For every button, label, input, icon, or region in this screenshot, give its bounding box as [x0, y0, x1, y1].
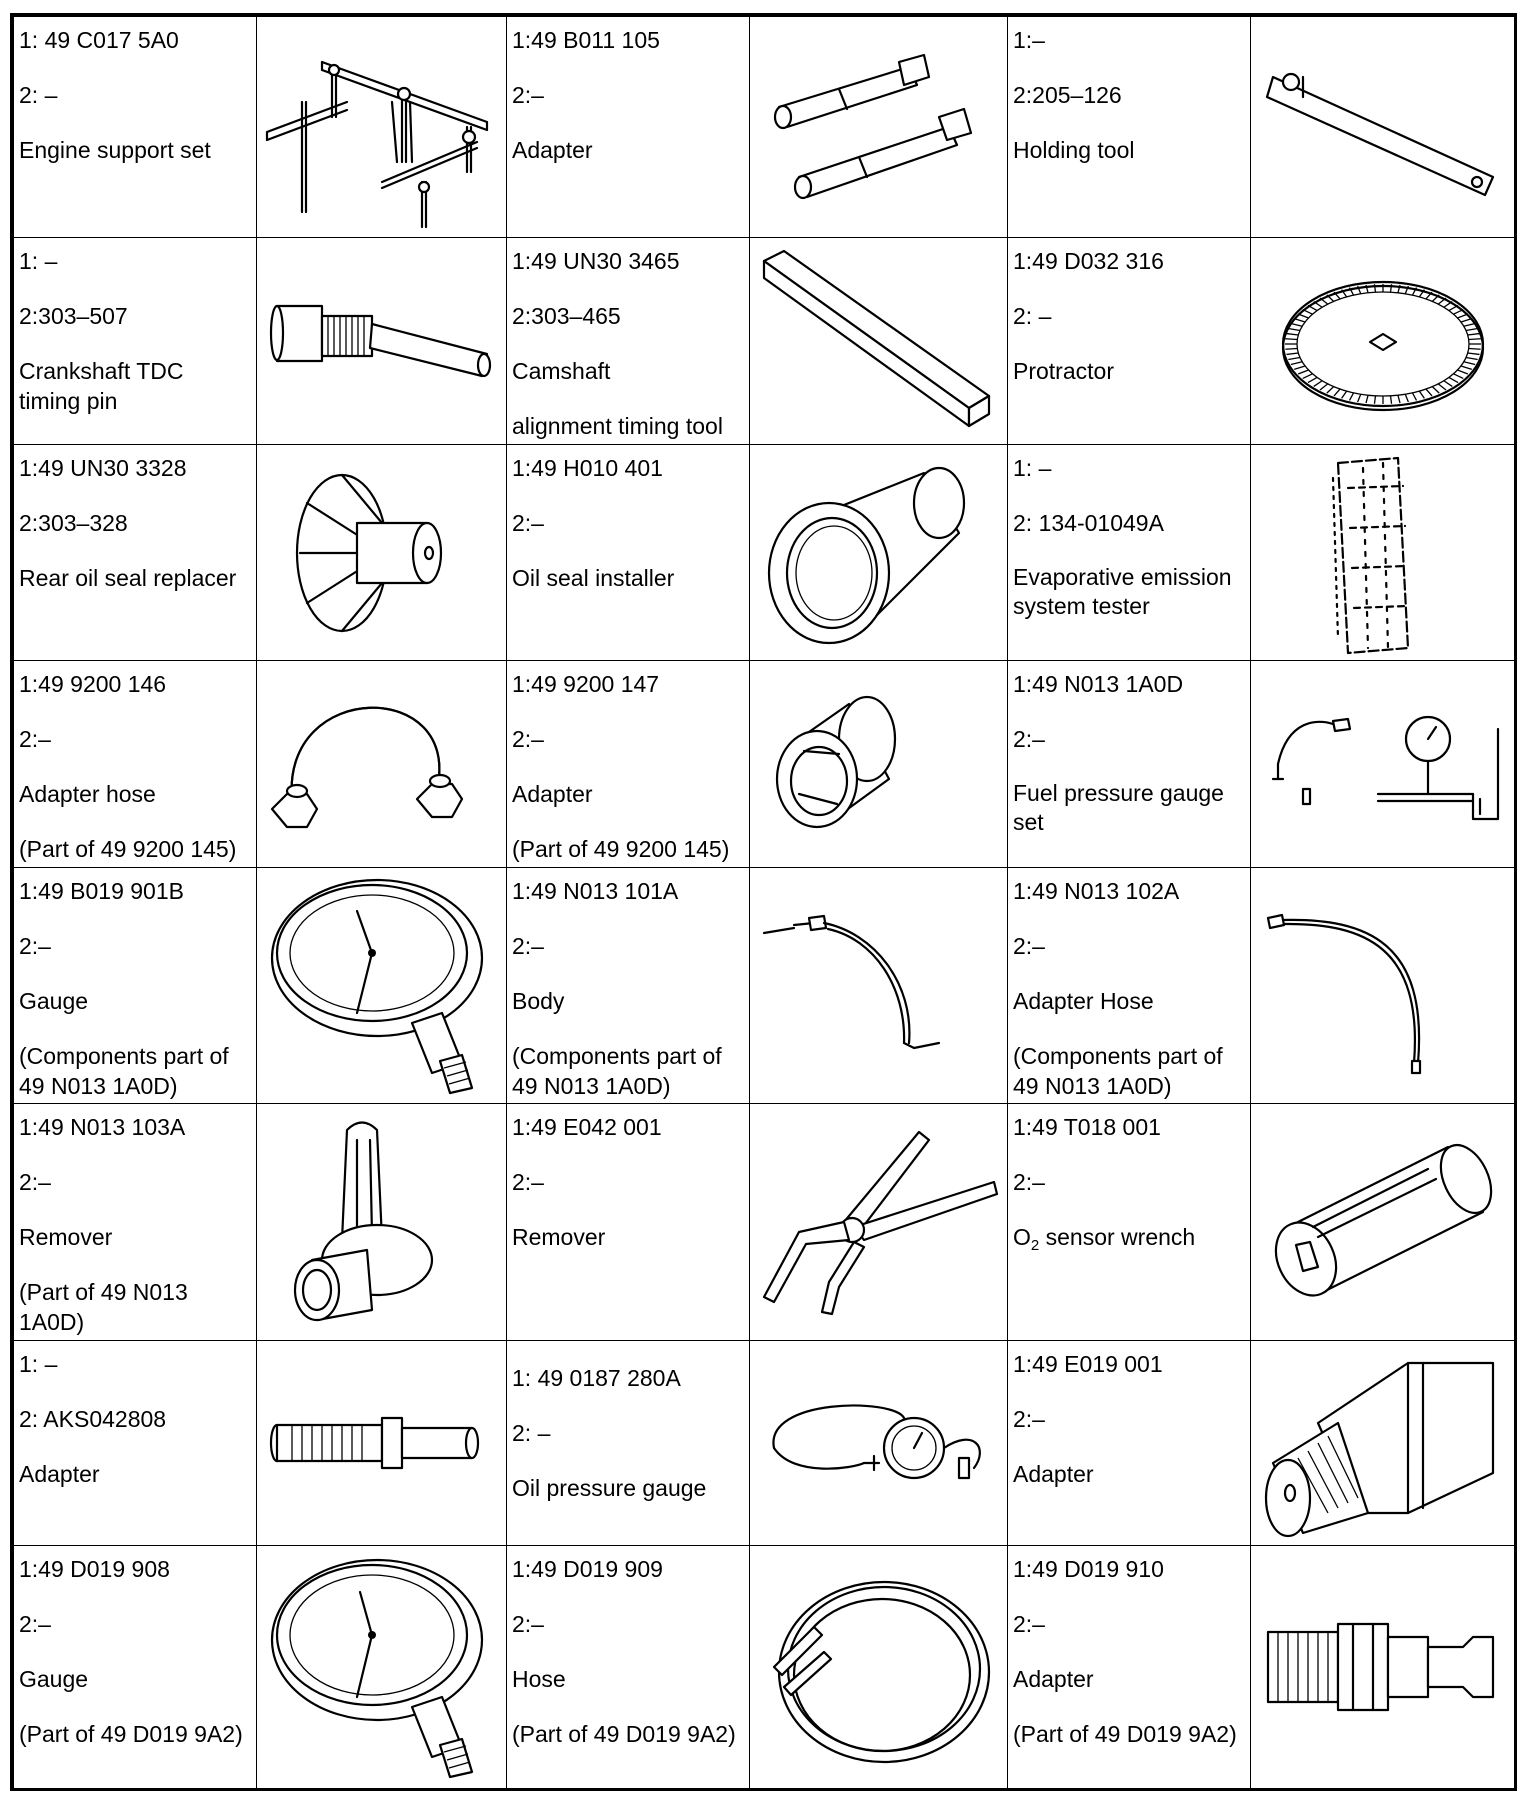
tool-name: Rear oil seal replacer [19, 565, 237, 591]
tool-number-2: 2:– [512, 1611, 544, 1637]
table-row [14, 445, 1515, 661]
tool-illustration-cell [257, 1104, 507, 1341]
tool-note: (Part of 49 N013 1A0D) [19, 1279, 188, 1335]
tool-illustration-cell [1251, 1104, 1515, 1341]
tool-number-2: 2:– [512, 1169, 544, 1195]
tool-illustration-cell [750, 661, 1008, 868]
tool-illustration-cell [257, 868, 507, 1104]
tool-number-1: 1:49 UN30 3465 [512, 248, 680, 274]
oil-pressure-gauge-illustration [754, 1368, 1004, 1518]
tool-number-1: 1:49 T018 001 [1013, 1114, 1161, 1140]
tool-illustration-cell [1251, 445, 1515, 661]
tool-cell [507, 17, 750, 238]
tool-illustration-cell [750, 17, 1008, 238]
alignment-bar-illustration [754, 246, 1004, 436]
tool-cell [14, 17, 257, 238]
holding-tool-illustration [1263, 27, 1503, 227]
tool-note: (Part of 49 9200 145) [512, 836, 730, 862]
tool-number-1: 1:49 D019 910 [1013, 1556, 1164, 1582]
tool-name: Oil pressure gauge [512, 1475, 707, 1501]
adapter-hose-illustration [262, 669, 502, 859]
seal-replacer-illustration [262, 463, 502, 643]
tool-cell [507, 1104, 750, 1341]
table-row [14, 238, 1515, 445]
special-tools-sheet [10, 13, 1517, 1791]
tool-illustration-cell [257, 661, 507, 868]
tool-name: Fuel pressure gauge set [1013, 780, 1224, 835]
pliers-illustration [754, 1122, 1004, 1322]
tool-cell [1008, 238, 1251, 445]
tool-illustration-cell [1251, 17, 1515, 238]
evap-tester-illustration [1308, 448, 1458, 658]
tool-illustration-cell [1251, 868, 1515, 1104]
tool-number-2: 2:– [19, 933, 51, 959]
remover-illustration [282, 1110, 482, 1335]
tool-number-1: 1:49 H010 401 [512, 455, 663, 481]
tool-number-2: 2: – [19, 82, 58, 108]
tool-note: (Components part of 49 N013 1A0D) [512, 1043, 722, 1099]
tool-cell [1008, 17, 1251, 238]
tool-name: Protractor [1013, 358, 1114, 384]
tool-illustration-cell [1251, 1546, 1515, 1789]
protractor-tick [1285, 339, 1297, 340]
tool-name: Adapter [512, 137, 593, 163]
tool-name: Oil seal installer [512, 565, 675, 591]
tool-illustration-cell [750, 868, 1008, 1104]
tool-number-1: 1:49 E042 001 [512, 1114, 662, 1140]
aks-adapter-illustration [262, 1383, 502, 1503]
adapter-pins-illustration [759, 37, 999, 217]
tool-number-2: 2:303–507 [19, 303, 128, 329]
tool-number-2: 2:– [1013, 726, 1045, 752]
oil-seal-installer-illustration [754, 453, 1004, 653]
tool-cell [1008, 1546, 1251, 1789]
tool-number-2: 2:– [19, 1611, 51, 1637]
tool-number-2: 2:– [19, 1169, 51, 1195]
tool-number-1: 1: – [19, 1351, 58, 1377]
tool-name: Adapter hose [19, 781, 156, 807]
tool-cell [14, 868, 257, 1104]
tool-note: (Components part of 49 N013 1A0D) [1013, 1043, 1223, 1099]
tool-illustration-cell [1251, 238, 1515, 445]
tool-number-2: 2: – [512, 1420, 551, 1446]
tool-name-subscript: 2 [1030, 1237, 1040, 1254]
timing-pin-illustration [262, 266, 502, 416]
tool-illustration-cell [257, 238, 507, 445]
tool-name: Gauge [19, 988, 89, 1014]
adapter-hose-2-illustration [1258, 873, 1508, 1098]
protractor-tick [1468, 339, 1480, 340]
tool-illustration-cell [257, 17, 507, 238]
tool-cell [1008, 445, 1251, 661]
tool-number-1: 1: 49 0187 280A [512, 1365, 681, 1391]
tool-name: Adapter Hose [1013, 988, 1154, 1014]
tool-illustration-cell [750, 238, 1008, 445]
table-row [14, 868, 1515, 1104]
hose-coil-illustration [754, 1557, 1004, 1777]
tool-number-2: 2:– [1013, 1406, 1045, 1432]
engine-support-set-illustration [262, 22, 502, 232]
tool-name: Adapter [1013, 1461, 1094, 1487]
tool-cell [1008, 661, 1251, 868]
tool-number-2: 2:– [512, 726, 544, 752]
tool-number-2: 2:– [19, 726, 51, 752]
tool-number-1: 1:49 E019 001 [1013, 1351, 1163, 1377]
gauge-2-illustration [262, 1552, 502, 1782]
tool-name: Gauge [19, 1666, 89, 1692]
tool-cell [507, 1341, 750, 1546]
tool-number-1: 1: – [1013, 455, 1052, 481]
tool-cell [507, 661, 750, 868]
tool-cell [507, 445, 750, 661]
tool-name: Body [512, 988, 565, 1014]
tool-cell [14, 1546, 257, 1789]
tool-name: Hose [512, 1666, 566, 1692]
tool-illustration-cell [257, 1546, 507, 1789]
tool-number-2: 2:205–126 [1013, 82, 1122, 108]
tool-name: Crankshaft TDC timing pin [19, 358, 184, 414]
table-row [14, 1341, 1515, 1546]
tool-cell [14, 1104, 257, 1341]
tool-number-1: 1:49 9200 147 [512, 671, 660, 697]
tool-number-2: 2:303–465 [512, 303, 621, 329]
tool-cell [14, 661, 257, 868]
tool-name: Holding tool [1013, 137, 1135, 163]
tool-note: (Part of 49 D019 9A2) [1013, 1721, 1237, 1747]
fuel-pressure-gauge-set-illustration [1258, 679, 1508, 849]
tool-number-2: 2:– [1013, 1169, 1045, 1195]
tool-note: alignment timing tool [512, 413, 723, 439]
tool-number-1: 1:49 B019 901B [19, 878, 184, 904]
tool-illustration-cell [750, 445, 1008, 661]
quick-coupler-adapter-illustration [1258, 1602, 1508, 1732]
table-row [14, 661, 1515, 868]
tool-name-suffix: sensor wrench [1039, 1224, 1196, 1250]
tool-illustration-cell [257, 445, 507, 661]
gauge-illustration [262, 873, 502, 1098]
table-row [14, 17, 1515, 238]
tool-name-prefix: O [1013, 1224, 1031, 1250]
tool-illustration-cell [750, 1546, 1008, 1789]
tool-number-2: 2:– [512, 82, 544, 108]
tool-name: Adapter [512, 781, 593, 807]
tool-number-2: 2: – [1013, 303, 1052, 329]
tool-cell [14, 1341, 257, 1546]
tool-name: Adapter [19, 1461, 100, 1487]
tool-cell [1008, 868, 1251, 1104]
tool-cell [507, 238, 750, 445]
body-hose-illustration [754, 873, 1004, 1098]
tool-cell [14, 445, 257, 661]
tool-illustration-cell [1251, 661, 1515, 868]
tool-number-2: 2: AKS042808 [19, 1406, 167, 1432]
protractor-illustration [1258, 256, 1508, 426]
tool-number-1: 1:49 UN30 3328 [19, 455, 187, 481]
protractor-tick [1285, 349, 1297, 350]
tool-name: Remover [512, 1224, 606, 1250]
tool-note: (Part of 49 9200 145) [19, 836, 237, 862]
tool-note: (Components part of 49 N013 1A0D) [19, 1043, 229, 1099]
tool-number-1: 1:49 D019 908 [19, 1556, 170, 1582]
protractor-tick [1468, 349, 1480, 350]
tool-cell [1008, 1104, 1251, 1341]
tool-illustration-cell [1251, 1341, 1515, 1546]
tool-number-2: 2:– [512, 510, 544, 536]
tool-illustration-cell [257, 1341, 507, 1546]
tool-number-2: 2:– [1013, 933, 1045, 959]
tool-number-1: 1:49 N013 103A [19, 1114, 186, 1140]
tool-name: Engine support set [19, 137, 211, 163]
tool-cell [1008, 1341, 1251, 1546]
table-row [14, 1546, 1515, 1789]
special-tools-table [13, 16, 1515, 1789]
tool-note: (Part of 49 D019 9A2) [512, 1721, 736, 1747]
tool-number-1: 1:49 B011 105 [512, 27, 660, 53]
tool-name: Evaporative emission system tester [1013, 564, 1232, 619]
tool-cell [14, 238, 257, 445]
tool-number-1: 1:49 D019 909 [512, 1556, 663, 1582]
tool-number-1: 1:49 9200 146 [19, 671, 167, 697]
tool-cell [507, 868, 750, 1104]
tool-illustration-cell [750, 1104, 1008, 1341]
e019-adapter-illustration [1258, 1343, 1508, 1543]
tool-note: (Part of 49 D019 9A2) [19, 1721, 243, 1747]
tool-number-1: 1: 49 C017 5A0 [19, 27, 179, 53]
tool-number-1: 1:49 N013 101A [512, 878, 679, 904]
tool-number-1: 1:49 D032 316 [1013, 248, 1164, 274]
tool-number-1: 1:49 N013 1A0D [1013, 671, 1184, 697]
tool-name: Camshaft [512, 358, 611, 384]
tool-number-2: 2:– [512, 933, 544, 959]
tool-name: Remover [19, 1224, 113, 1250]
tool-name [1013, 1222, 1245, 1252]
table-row [14, 1104, 1515, 1341]
tool-illustration-cell [750, 1341, 1008, 1546]
tool-number-2: 2:303–328 [19, 510, 128, 536]
tool-number-1: 1:– [1013, 27, 1045, 53]
tool-number-1: 1: – [19, 248, 58, 274]
tool-number-2: 2: 134-01049A [1013, 510, 1164, 536]
o2-sensor-wrench-illustration [1258, 1127, 1508, 1317]
tool-number-1: 1:49 N013 102A [1013, 878, 1180, 904]
adapter-sleeve-illustration [759, 669, 999, 859]
tool-cell [507, 1546, 750, 1789]
tool-name: Adapter [1013, 1666, 1094, 1692]
tool-number-2: 2:– [1013, 1611, 1045, 1637]
